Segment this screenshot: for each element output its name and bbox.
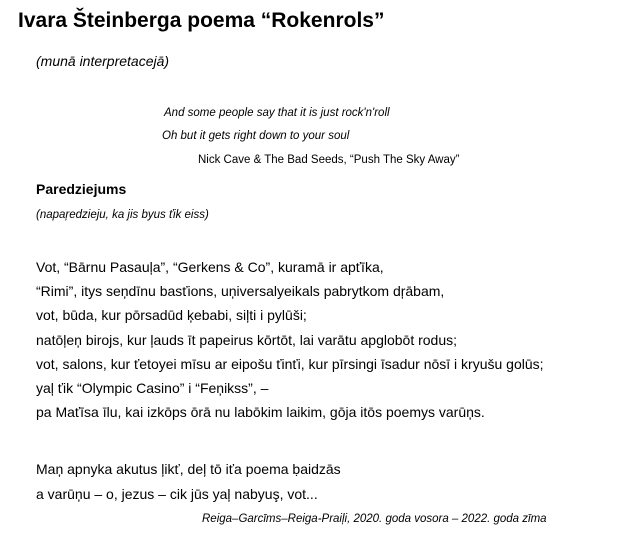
verse-line: yaļ ťik “Olympic Casino” i “Feņikss”, – xyxy=(36,379,269,396)
epigraph-attribution: Nick Cave & The Bad Seeds, “Push The Sky Away” xyxy=(198,154,460,166)
section-note: (napaŗedzieju, ka jis byus ťik eiss) xyxy=(36,209,209,221)
epigraph-line-1: And some people say that it is just rock'n'roll xyxy=(164,107,390,119)
verse-line: pa Maťīsa īlu, kai izkōps ōrā nu labōkim laikim, gōja itōs poemys varūņs. xyxy=(36,404,485,421)
verse-line: natōļeņ birojs, kur ļauds īt papeirus kōrtōt, lai varātu apglobōt rodus; xyxy=(36,331,458,348)
verse-line: “Rimi”, itys seņdīnu basťions, uņiversalyeikals pabrytkom dŗābam, xyxy=(36,283,445,300)
verse-line: Maņ apnyka akutus ļikť, deļ tō iťa poema ḅaidzās xyxy=(36,461,341,477)
stanza-2 xyxy=(36,457,341,507)
section-title: Paredziejums xyxy=(36,181,127,197)
verse-line: a varūņu – o, jezus – cik jūs yaļ nabyuş, vot... xyxy=(36,486,318,502)
verse-line: vot, būda, kur pōrsadūd ķebabi, siļti i pylūši; xyxy=(36,307,307,324)
epigraph-line-2: Oh but it gets right down to your soul xyxy=(162,130,350,142)
verse-line: Vot, “Bārnu Pasauļa”, “Gerkens & Co”, kuramā ir apťīka, xyxy=(36,259,384,275)
place-date-signature: Reiga–Garcīms–Reiga-Praiļi, 2020. goda vosora – 2022. goda zīma xyxy=(202,513,547,525)
stanza-1 xyxy=(36,255,544,424)
poem-subtitle: (munā interpretacejā) xyxy=(36,53,170,69)
poem-title: Ivara Šteinberga poema “Rokenrols” xyxy=(18,9,385,32)
verse-line: vot, salons, kur ťetoyei mīsu ar eipošu ťinťi, kur pīrsingi īsadur nōsī i kryušu golūs; xyxy=(36,355,544,372)
